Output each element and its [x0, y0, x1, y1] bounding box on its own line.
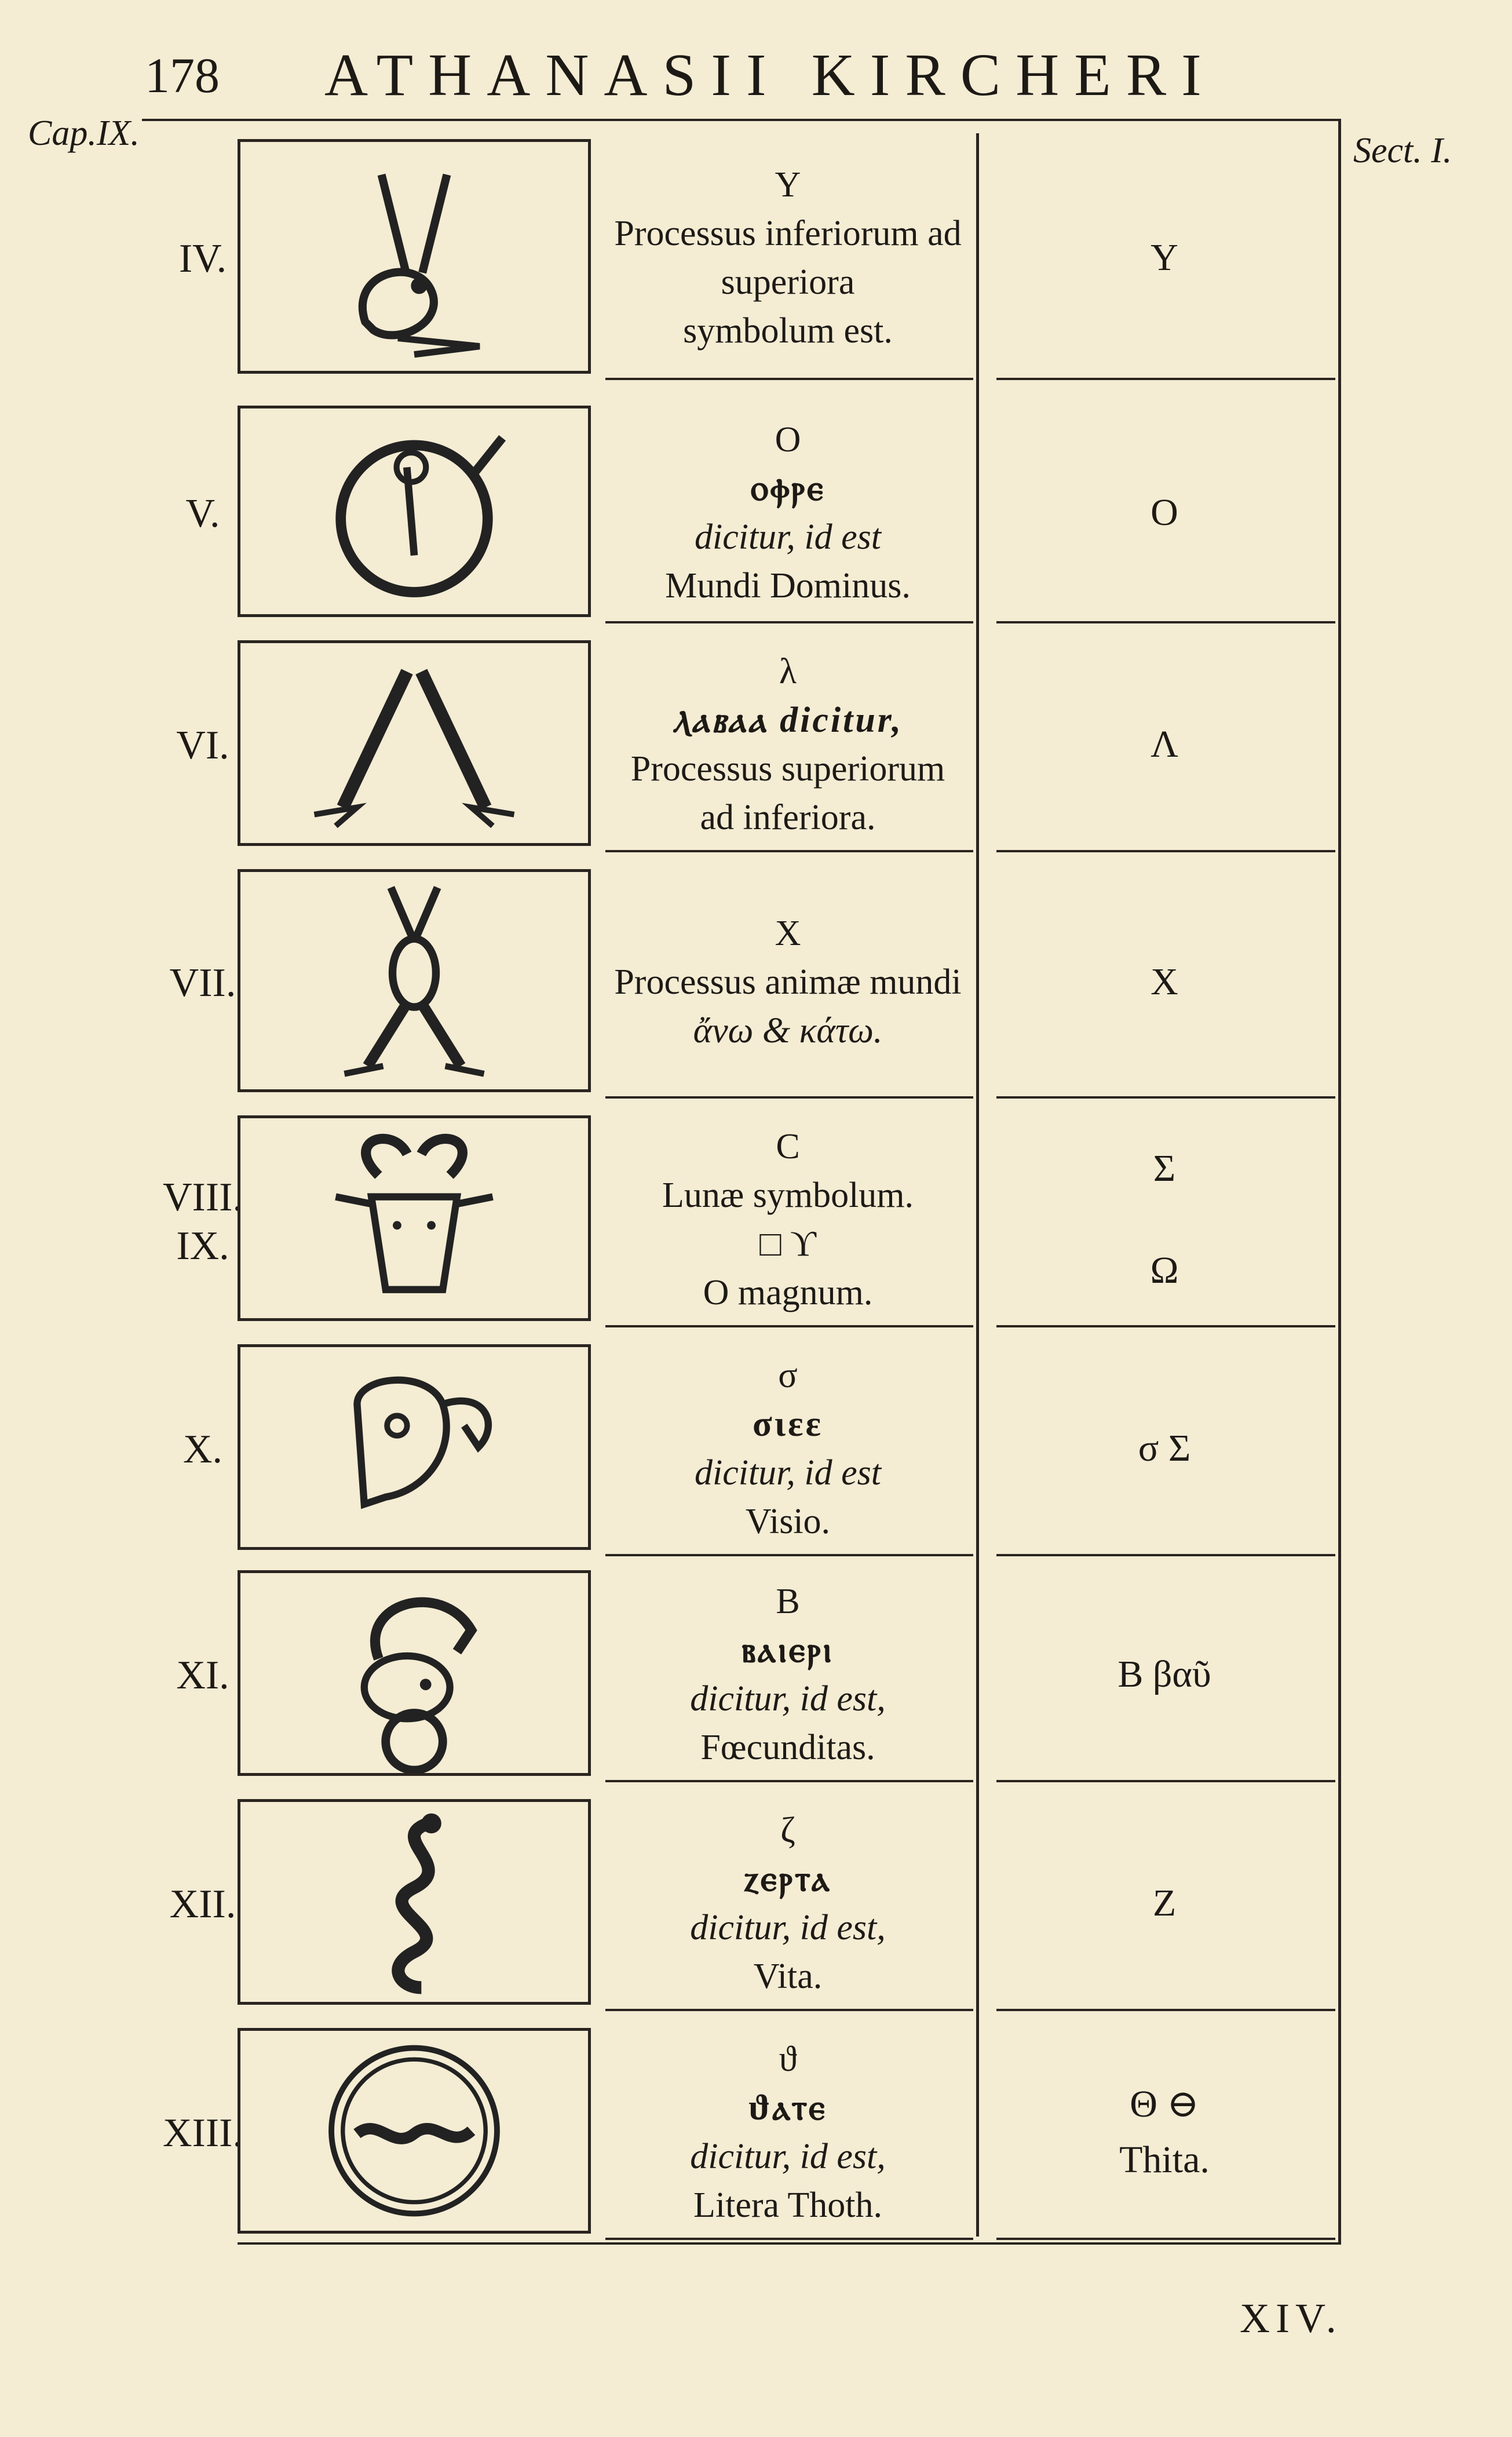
page-number: 178 — [145, 48, 220, 103]
description-line: dicitur, id est — [694, 1453, 882, 1493]
equivalent-letter: X — [1151, 961, 1178, 1003]
table-row — [0, 1110, 1512, 1330]
equivalent-letter: O — [1151, 491, 1178, 534]
letter-equivalent-cell — [991, 1647, 1338, 1702]
description-separator — [605, 378, 973, 380]
description-line: σ — [778, 1356, 798, 1395]
equivalent-separator — [996, 1554, 1335, 1556]
description-line: dicitur, id est, — [690, 2137, 886, 2176]
serpent-circle-icon — [238, 2028, 591, 2234]
letter-equivalent-cell — [991, 2077, 1338, 2188]
description-line: dicitur, id est, — [690, 1908, 886, 1947]
equivalent-letter: Thita. — [1119, 2139, 1210, 2181]
table-row — [0, 1564, 1512, 1785]
description-cell — [602, 160, 973, 355]
margin-note-chapter: Cap.IX. — [28, 114, 140, 153]
row-numeral: XII. — [169, 1882, 236, 1927]
description-line: λ — [779, 652, 797, 691]
header-rule — [142, 119, 1341, 121]
row-numeral: IV. — [178, 236, 227, 281]
description-line: ad inferiora. — [700, 798, 876, 837]
description-line: X — [775, 914, 801, 953]
row-numeral: XIII. — [163, 2111, 243, 2155]
table-row — [0, 1338, 1512, 1559]
description-cell — [602, 415, 973, 610]
description-cell — [602, 1351, 973, 1546]
row-numeral: V. — [185, 491, 220, 536]
description-line: Fœcunditas. — [700, 1728, 875, 1767]
description-separator — [605, 1780, 973, 1782]
equivalent-separator — [996, 1325, 1335, 1327]
equivalent-separator — [996, 1096, 1335, 1099]
equivalent-separator — [996, 2009, 1335, 2011]
description-line: O magnum. — [703, 1273, 873, 1312]
description-line: ⲃⲁⲓⲉⲣⲓ — [742, 1630, 834, 1670]
description-separator — [605, 850, 973, 852]
description-line: ζ — [780, 1811, 795, 1850]
equivalent-letter: Ω — [1150, 1249, 1179, 1292]
ram-head-icon — [238, 1570, 591, 1776]
table-row — [0, 634, 1512, 855]
description-cell — [602, 909, 973, 1055]
row-numeral: VIII. IX. — [163, 1175, 243, 1268]
letter-equivalent-cell — [991, 954, 1338, 1010]
description-line: ⲟⲫⲣⲉ — [750, 469, 826, 508]
description-line: ἄνω & κάτω. — [693, 1011, 883, 1050]
equivalent-separator — [996, 621, 1335, 623]
description-line: Processus animæ mundi — [614, 962, 962, 1002]
description-separator — [605, 621, 973, 623]
description-line: superiora — [721, 262, 855, 302]
description-cell — [602, 647, 973, 842]
running-title: ATHANASII KIRCHERI — [324, 42, 1217, 108]
description-line: Mundi Dominus. — [665, 566, 911, 605]
description-line: Litera Thoth. — [693, 2186, 882, 2225]
description-line: O — [775, 420, 801, 459]
equivalent-letter: Υ — [1151, 236, 1178, 279]
bird-legs-icon — [238, 640, 591, 846]
description-cell — [602, 2035, 973, 2230]
description-line: Vita. — [753, 1957, 823, 1996]
equivalent-letter: Z — [1152, 1882, 1177, 1924]
description-separator — [605, 1096, 973, 1099]
description-cell — [602, 1577, 973, 1772]
hawk-head-icon — [238, 1344, 591, 1550]
equivalent-letter: Θ ⊖ — [1130, 2083, 1199, 2125]
description-cell — [602, 1806, 973, 2001]
description-line: C — [776, 1127, 800, 1166]
description-line: ϑⲁⲧⲉ — [748, 2088, 827, 2128]
description-line: dicitur, id est, — [690, 1679, 886, 1719]
description-cell — [602, 1122, 973, 1317]
description-line: ⲗⲁⲃⲁⲁ dicitur, — [672, 701, 904, 740]
equivalent-letter: B βαῦ — [1117, 1653, 1211, 1695]
description-line: σιεε — [753, 1404, 823, 1444]
margin-note-section: Sect. I. — [1353, 131, 1452, 170]
serpent-icon — [238, 1799, 591, 2005]
letter-equivalent-cell — [991, 1421, 1338, 1476]
equivalent-separator — [996, 850, 1335, 852]
description-line: symbolum est. — [683, 311, 893, 351]
row-numeral: VII. — [169, 961, 236, 1005]
description-line: □ ϒ — [759, 1224, 816, 1264]
equivalent-letter: Λ — [1151, 723, 1178, 765]
description-line: Visio. — [745, 1502, 831, 1541]
table-row — [0, 2022, 1512, 2242]
equivalent-separator — [996, 1780, 1335, 1782]
description-line: Processus superiorum — [630, 749, 945, 789]
description-line: Processus inferiorum ad — [614, 214, 962, 253]
coiled-bird-icon — [238, 406, 591, 617]
row-numeral: XI. — [176, 1653, 229, 1698]
description-separator — [605, 1325, 973, 1327]
description-line: Lunæ symbolum. — [662, 1176, 914, 1215]
table-bottom-rule — [238, 2242, 1341, 2245]
description-line: Υ — [775, 165, 801, 205]
catchword: XIV. — [1240, 2295, 1342, 2341]
description-separator — [605, 2238, 973, 2240]
table-row — [0, 1793, 1512, 2013]
description-line: ϑ — [779, 2040, 797, 2079]
letter-equivalent-cell — [991, 1141, 1338, 1298]
bird-head-icon — [238, 139, 591, 374]
table-row — [0, 400, 1512, 626]
description-separator — [605, 2009, 973, 2011]
description-line: dicitur, id est — [694, 517, 882, 557]
letter-equivalent-cell — [991, 230, 1338, 286]
letter-equivalent-cell — [991, 717, 1338, 772]
description-separator — [605, 1554, 973, 1556]
letter-equivalent-cell — [991, 1876, 1338, 1931]
equivalent-letter: σ Σ — [1138, 1427, 1191, 1469]
letter-equivalent-cell — [991, 485, 1338, 541]
row-numeral: VI. — [176, 723, 229, 768]
row-numeral: X. — [182, 1427, 223, 1472]
description-line: ⲍⲉⲣⲧⲁ — [744, 1859, 832, 1899]
equivalent-separator — [996, 2238, 1335, 2240]
equivalent-separator — [996, 378, 1335, 380]
equivalent-letter: Σ — [1153, 1147, 1176, 1190]
walking-figure-icon — [238, 869, 591, 1092]
description-line: B — [776, 1582, 800, 1621]
table-row — [0, 863, 1512, 1101]
table-row — [0, 133, 1512, 382]
ox-head-icon — [238, 1115, 591, 1321]
